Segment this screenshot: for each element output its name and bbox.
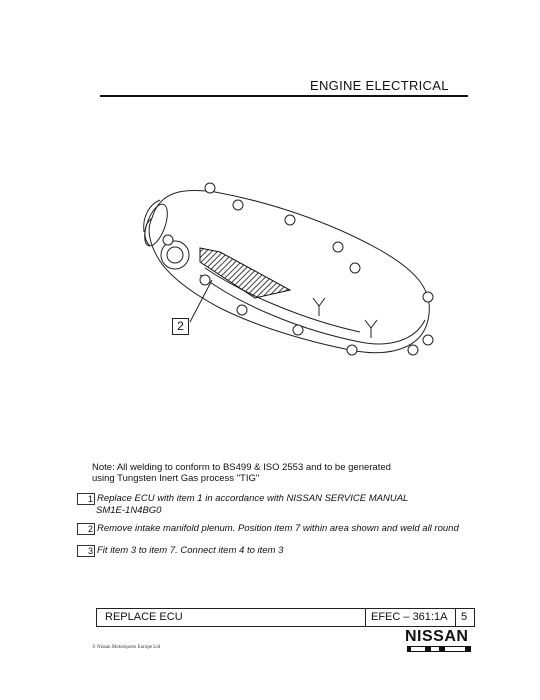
mounting-stud — [293, 325, 303, 335]
mounting-stud — [163, 235, 173, 245]
mounting-stud — [237, 305, 247, 315]
footer-divider — [455, 609, 456, 626]
step-number: 2 — [77, 523, 95, 535]
note-line-2: using Tungsten Inert Gas process "TIG" — [92, 473, 260, 484]
footer-title: REPLACE ECU — [105, 611, 183, 623]
throttle-body — [161, 241, 189, 269]
mounting-stud — [423, 292, 433, 302]
step-text-line-2: SM1E-1N4BG0 — [96, 505, 162, 516]
weld-tab — [365, 320, 377, 338]
inlet-tube — [144, 200, 160, 246]
mounting-stud — [200, 275, 210, 285]
footer-divider — [365, 609, 366, 626]
mounting-stud — [285, 215, 295, 225]
step-text: Remove intake manifold plenum. Position item 7 within area shown and weld all round — [97, 523, 459, 534]
intake-plenum-diagram — [130, 180, 450, 370]
step-number: 3 — [77, 545, 95, 557]
mounting-stud — [233, 200, 243, 210]
mounting-stud — [347, 345, 357, 355]
welding-note — [92, 462, 452, 484]
note-line-1: Note: All welding to conform to BS499 & ISO 2553 and to be generated — [92, 462, 391, 473]
section-title: ENGINE ELECTRICAL — [310, 78, 449, 93]
mounting-stud — [423, 335, 433, 345]
brand-stripe — [407, 646, 471, 652]
instruction-step — [77, 523, 459, 535]
callout-leader — [190, 280, 212, 322]
mounting-stud — [408, 345, 418, 355]
footer-title-block — [96, 608, 475, 627]
step-text: Fit item 3 to item 7. Connect item 4 to item 3 — [97, 545, 284, 556]
instruction-step — [77, 545, 283, 557]
header-rule — [100, 95, 468, 97]
diagram-callout-2: 2 — [172, 318, 189, 335]
weld-tab — [313, 298, 325, 316]
instruction-step — [77, 493, 408, 516]
footer-page-number: 5 — [461, 611, 468, 623]
copyright-notice: © Nissan Motorsports Europe Ltd — [92, 645, 161, 650]
mounting-stud — [205, 183, 215, 193]
nissan-logo: NISSAN — [405, 628, 469, 645]
footer-doc-code: EFEC – 361:1A — [371, 611, 448, 623]
mounting-stud — [350, 263, 360, 273]
step-number: 1 — [77, 493, 95, 505]
step-text: Replace ECU with item 1 in accordance with NISSAN SERVICE MANUAL — [97, 493, 409, 504]
mounting-stud — [333, 242, 343, 252]
